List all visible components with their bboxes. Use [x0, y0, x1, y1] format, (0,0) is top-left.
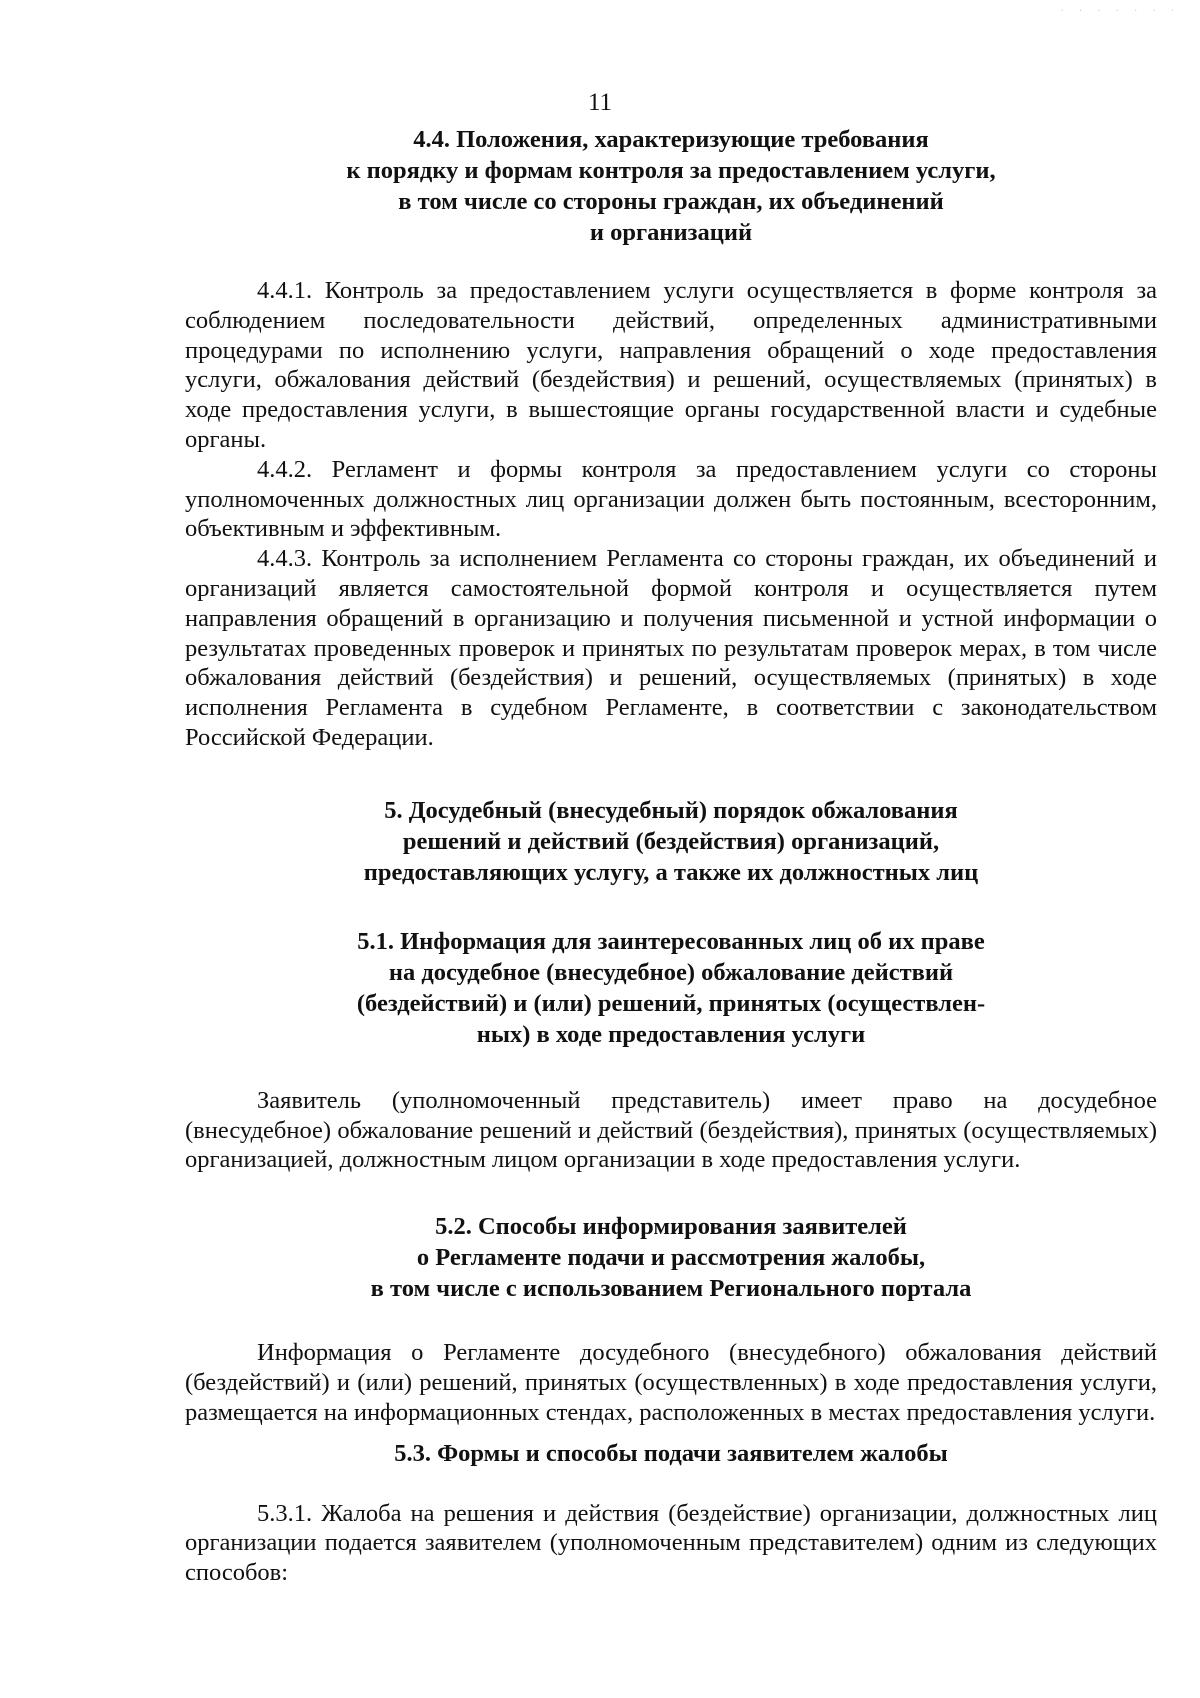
heading-line: и организаций — [589, 219, 753, 246]
heading-line: 5. Досудебный (внесудебный) порядок обжалования — [384, 796, 958, 824]
heading-line: ных) в ходе предоставления услуги — [476, 1020, 866, 1048]
heading-line: в том числе с использованием Регионального портала — [370, 1275, 972, 1303]
document-body — [185, 124, 1157, 1588]
scan-artifact: · · · · · · · — [1060, 6, 1180, 17]
paragraph-4-4-1: 4.4.1. Контроль за предоставлением услуги осуществляется в форме контроля за соблюдением последовательности действий, определенных административными процедурами по исполнению услуги, направления обращений о ходе предоставления услуги, обжалования действий (бездействия) и решений, осуществляемых (принятых) в ходе предоставления услуги, в вышестоящие органы государственной власти и судебные органы. — [185, 277, 1157, 453]
section-5-heading — [185, 795, 1157, 888]
heading-line: 5.1. Информация для заинтересованных лиц об их праве — [357, 927, 985, 955]
heading-line: на досудебное (внесудебное) обжалование действий — [388, 958, 954, 986]
paragraph-5-2: Информация о Регламенте досудебного (внесудебного) обжалования действий (бездействий) и (или) решений, принятых (осуществленных) в ходе предоставления услуги, размещается на информационных стендах, расположенных в местах предоставления услуги. — [185, 1339, 1157, 1426]
heading-line: решений и действий (бездействия) организаций, — [402, 827, 940, 855]
paragraph-4-4-2: 4.4.2. Регламент и формы контроля за предоставлением услуги со стороны уполномоченных должностных лиц организации должен быть постоянным, всесторонним, объективным и эффективным. — [185, 455, 1157, 543]
heading-line: 5.2. Способы информирования заявителей — [435, 1213, 907, 1241]
heading-line: предоставляющих услугу, а также их должностных лиц — [363, 858, 979, 886]
heading-line: 4.4. Положения, характеризующие требования — [413, 126, 929, 153]
paragraph-4-4-3: 4.4.3. Контроль за исполнением Регламента со стороны граждан, их объединений и организаций является самостоятельной формой контроля и осуществляется путем направления обращений в организацию и получения письменной и устной информации о результатах проведенных проверок и принятых по результатам проверок мерах, в том числе обжалования действий (бездействия) и решений, осуществляемых (принятых) в ходе исполнения Регламента в судебном Регламенте, в соответствии с законодательством Российской Федерации. — [185, 545, 1157, 751]
heading-line: 5.3. Формы и способы подачи заявителем жалобы — [394, 1439, 948, 1467]
page-number: 11 — [587, 89, 613, 116]
heading-line: о Регламенте подачи и рассмотрения жалобы, — [416, 1244, 926, 1272]
section-4-4-heading — [185, 124, 1157, 248]
heading-line: в том числе со стороны граждан, их объединений — [398, 188, 944, 215]
paragraph-5-1: Заявитель (уполномоченный представитель) имеет право на досудебное (внесудебное) обжалование решений и действий (бездействия), принятых (осуществляемых) организацией, должностным лицом организации в ходе предоставления услуги. — [185, 1086, 1157, 1174]
section-5-2-heading — [185, 1211, 1157, 1304]
heading-line: (бездействий) и (или) решений, принятых (осуществлен- — [356, 989, 986, 1017]
section-5-3-heading — [185, 1438, 1157, 1469]
paragraph-5-3-1: 5.3.1. Жалоба на решения и действия (бездействие) организации, должностных лиц организации подается заявителем (уполномоченным представителем) одним из следующих способов: — [185, 1499, 1157, 1587]
heading-line: к порядку и формам контроля за предоставлением услуги, — [346, 157, 996, 184]
section-5-1-heading — [185, 926, 1157, 1050]
